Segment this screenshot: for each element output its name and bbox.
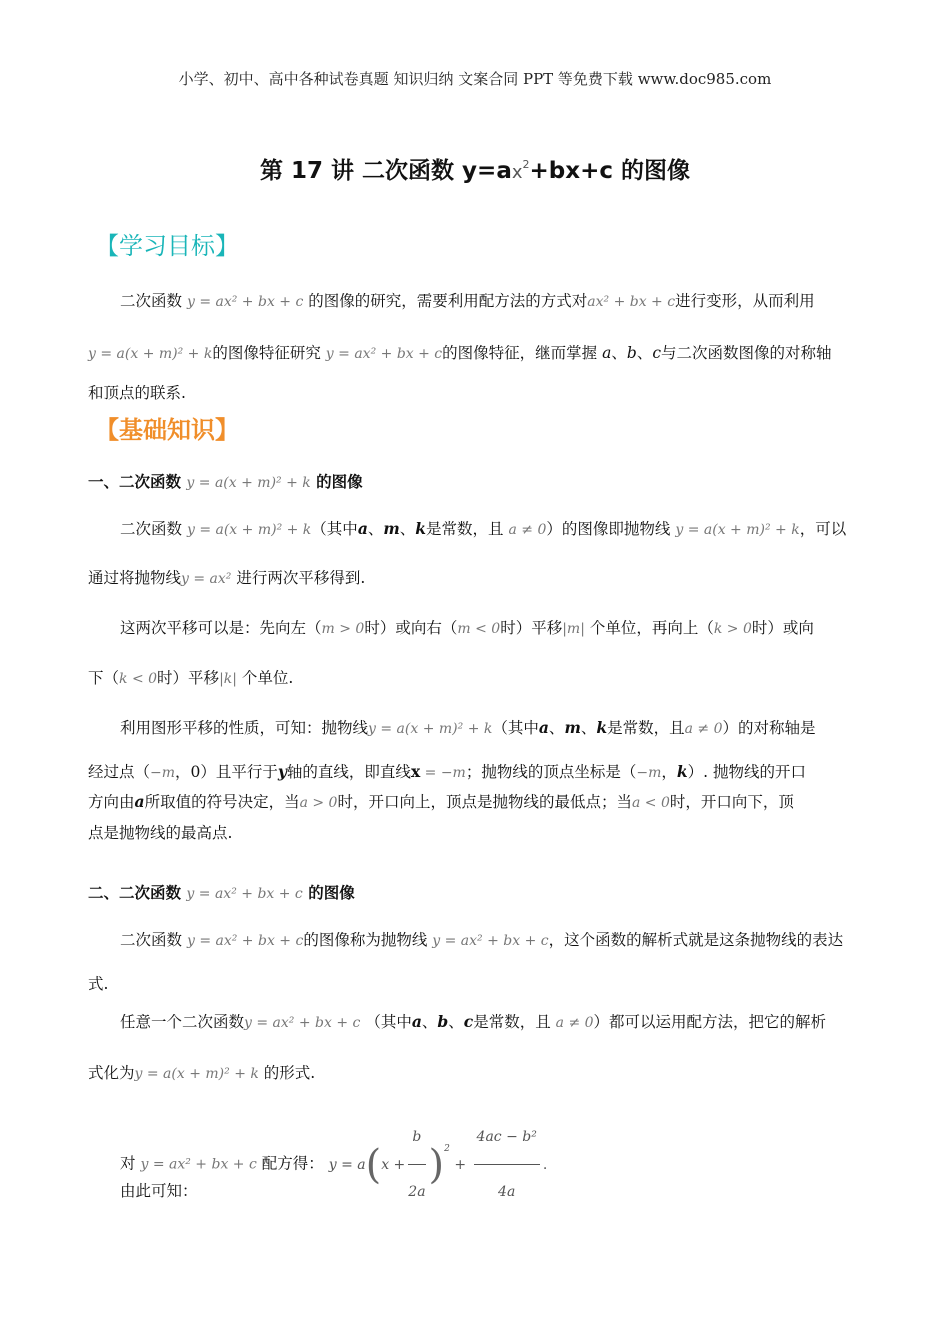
- text: （其中: [311, 520, 358, 538]
- formula: y = ax² + bx + c: [186, 886, 303, 902]
- title-prefix: 第 17 讲 二次函数 y=a: [260, 158, 512, 184]
- title-x: x: [511, 162, 523, 183]
- formula: a ≠ 0: [684, 721, 723, 737]
- formula: k > 0: [713, 621, 752, 637]
- text: 时，开口向上，顶点是抛物线的最低点；当: [337, 793, 632, 811]
- separator: 、: [580, 719, 597, 737]
- formula: a > 0: [299, 795, 338, 811]
- formula: |k|: [219, 671, 237, 687]
- fraction-numerator: 4ac − b²: [474, 1112, 540, 1165]
- var-m: m: [564, 718, 581, 737]
- fraction-4ac: [474, 1112, 540, 1217]
- goal-text: 二次函数: [120, 292, 183, 310]
- goal-line-1: [120, 292, 815, 311]
- text: 所取值的符号决定，当: [144, 793, 300, 811]
- part1-line-6: [88, 763, 806, 782]
- formula: y = ax² + bx + c: [186, 294, 304, 310]
- text: 的图像称为抛物线: [303, 931, 428, 949]
- formula: y = a(x + m)² + k: [675, 522, 800, 538]
- part1-line-3: [120, 619, 814, 638]
- text: 是常数，且: [607, 719, 685, 737]
- part1-heading-tail: 的图像: [316, 473, 363, 491]
- goal-text: 的图像特征，继而掌握: [442, 344, 598, 362]
- text: 个单位.: [241, 669, 294, 687]
- text: 下（: [88, 669, 120, 687]
- text: 配方得：: [261, 1154, 324, 1173]
- text: 是常数，且: [426, 520, 504, 538]
- formula: y = a(x + m)² + k: [186, 475, 311, 491]
- separator: 、: [399, 520, 416, 538]
- var-y: y: [277, 762, 287, 781]
- text: ）都可以运用配方法，把它的解析: [593, 1013, 827, 1031]
- var-x: x: [410, 762, 421, 781]
- part1-line-8: 点是抛物线的最高点.: [88, 824, 233, 842]
- text: （其中: [492, 719, 539, 737]
- var-a: a: [134, 792, 145, 811]
- text: 时）平移: [157, 669, 220, 687]
- text: ，这个函数的解析式就是这条抛物线的表达: [548, 931, 844, 949]
- text: ；抛物线的顶点坐标是（: [465, 763, 637, 781]
- goal-line-3: 和顶点的联系.: [88, 384, 186, 402]
- separator: 、: [611, 344, 627, 362]
- formula: a ≠ 0: [508, 522, 547, 538]
- separator: 、: [421, 1013, 438, 1031]
- formula-lhs: y = a: [328, 1156, 366, 1173]
- part1-heading-text: 一、二次函数: [88, 473, 182, 491]
- formula: a ≠ 0: [555, 1015, 594, 1031]
- formula: y = ax²: [181, 571, 232, 587]
- part1-line-7: [88, 793, 794, 812]
- formula: |m|: [562, 621, 585, 637]
- part2-line-4: [88, 1064, 315, 1083]
- text: 是常数，且: [473, 1013, 551, 1031]
- goal-text: 的图像特征研究: [212, 344, 321, 362]
- formula: −m: [150, 765, 176, 781]
- goal-text: 的图像的研究，需要利用配方法的方式对: [308, 292, 588, 310]
- formula-plus: +: [454, 1156, 467, 1173]
- text: 这两次平移可以是：先向左（: [120, 619, 322, 637]
- part2-line-6: 由此可知：: [120, 1182, 198, 1200]
- text: 时，开口向下，顶: [669, 793, 794, 811]
- goal-text: 与二次函数图像的对称轴: [661, 344, 832, 362]
- page-title: [0, 152, 950, 185]
- text: 时）或向右（: [364, 619, 458, 637]
- var-k: k: [415, 519, 427, 538]
- separator: 、: [548, 719, 565, 737]
- fraction-denominator: 2a: [408, 1184, 426, 1200]
- var-a: a: [411, 1012, 422, 1031]
- var-k: k: [596, 718, 608, 737]
- formula: y = ax² + bx + c: [432, 933, 549, 949]
- completed-square-formula: [328, 1129, 548, 1200]
- text: 的形式.: [263, 1064, 316, 1082]
- separator: 、: [636, 344, 653, 362]
- formula: y = a(x + m)² + k: [88, 346, 213, 362]
- formula: y = ax² + bx + c: [325, 346, 443, 362]
- separator: 、: [448, 1013, 464, 1031]
- var-a: a: [602, 344, 612, 362]
- text: 式化为: [88, 1064, 135, 1082]
- text: 经过点（: [88, 763, 151, 781]
- text: 时）或向: [751, 619, 814, 637]
- part2-heading: [88, 881, 355, 903]
- var-b: b: [437, 1012, 449, 1031]
- part1-line-2: [88, 569, 365, 588]
- text: 二次函数: [120, 520, 183, 538]
- var-m: m: [383, 519, 400, 538]
- title-sup: 2: [522, 158, 530, 171]
- formula-end: .: [542, 1156, 548, 1173]
- text: ）. 抛物线的开口: [687, 763, 806, 781]
- part1-line-1: [120, 520, 846, 539]
- exponent: 2: [444, 1143, 450, 1154]
- part1-heading: [88, 470, 363, 492]
- part2-line-2: 式.: [88, 975, 109, 993]
- var-k: k: [676, 762, 688, 781]
- goal-text: 进行变形，从而利用: [675, 292, 815, 310]
- section-basics-heading: 【基础知识】: [95, 416, 239, 444]
- paren-open: (: [365, 1141, 382, 1188]
- var-c: c: [463, 1012, 474, 1031]
- separator: 、: [367, 520, 384, 538]
- formula: y = a(x + m)² + k: [368, 721, 493, 737]
- part2-line-3: [120, 1013, 826, 1032]
- section-goals-heading: 【学习目标】: [95, 232, 239, 260]
- text: 对: [120, 1154, 136, 1173]
- text: ）的对称轴是: [722, 719, 816, 737]
- text: （其中: [365, 1013, 412, 1031]
- formula: −m: [636, 765, 662, 781]
- part2-line-5: [120, 1112, 547, 1217]
- formula: m > 0: [321, 621, 365, 637]
- page-header: 小学、初中、高中各种试卷真题 知识归纳 文案合同 PPT 等免费下载 www.doc985.com: [178, 70, 772, 88]
- text: 通过将抛物线: [88, 569, 182, 587]
- var-a: a: [357, 519, 368, 538]
- fraction-numerator: b: [408, 1112, 425, 1165]
- formula: k < 0: [119, 671, 158, 687]
- formula: ax² + bx + c: [587, 294, 676, 310]
- formula-x: x +: [381, 1156, 406, 1173]
- title-suffix: +bx+c 的图像: [529, 158, 690, 184]
- text: 时）平移: [500, 619, 563, 637]
- var-a: a: [538, 718, 549, 737]
- formula: a < 0: [631, 795, 670, 811]
- text: ，0）且平行于: [175, 763, 278, 781]
- part2-heading-tail: 的图像: [308, 884, 355, 902]
- text: 个单位，再向上（: [589, 619, 714, 637]
- fraction-denominator: 4a: [498, 1184, 516, 1200]
- text: ）的图像即抛物线: [546, 520, 671, 538]
- text: 方向由: [88, 793, 135, 811]
- formula: y = ax² + bx + c: [140, 1156, 257, 1173]
- var-b: b: [626, 344, 637, 362]
- fraction-b-over-2a: [408, 1112, 425, 1217]
- formula: y = ax² + bx + c: [244, 1015, 361, 1031]
- text: 轴的直线，即直线: [286, 763, 411, 781]
- part1-line-5: [120, 719, 816, 738]
- var-c: c: [652, 344, 662, 362]
- text: 任意一个二次函数: [120, 1013, 245, 1031]
- part2-heading-text: 二、二次函数: [88, 884, 182, 902]
- formula: = −m: [420, 765, 466, 781]
- part1-line-4: [88, 669, 293, 688]
- formula: y = a(x + m)² + k: [186, 522, 312, 538]
- part2-line-1: [120, 931, 843, 950]
- text: ，: [661, 763, 677, 781]
- text: 进行两次平移得到.: [236, 569, 366, 587]
- formula: m < 0: [457, 621, 501, 637]
- text: 利用图形平移的性质，可知：抛物线: [120, 719, 369, 737]
- formula: y = a(x + m)² + k: [134, 1066, 259, 1082]
- goal-line-2: [88, 344, 832, 363]
- formula: y = ax² + bx + c: [186, 933, 304, 949]
- text: ，可以: [799, 520, 847, 538]
- text: 二次函数: [120, 931, 183, 949]
- paren-close: ): [428, 1141, 445, 1188]
